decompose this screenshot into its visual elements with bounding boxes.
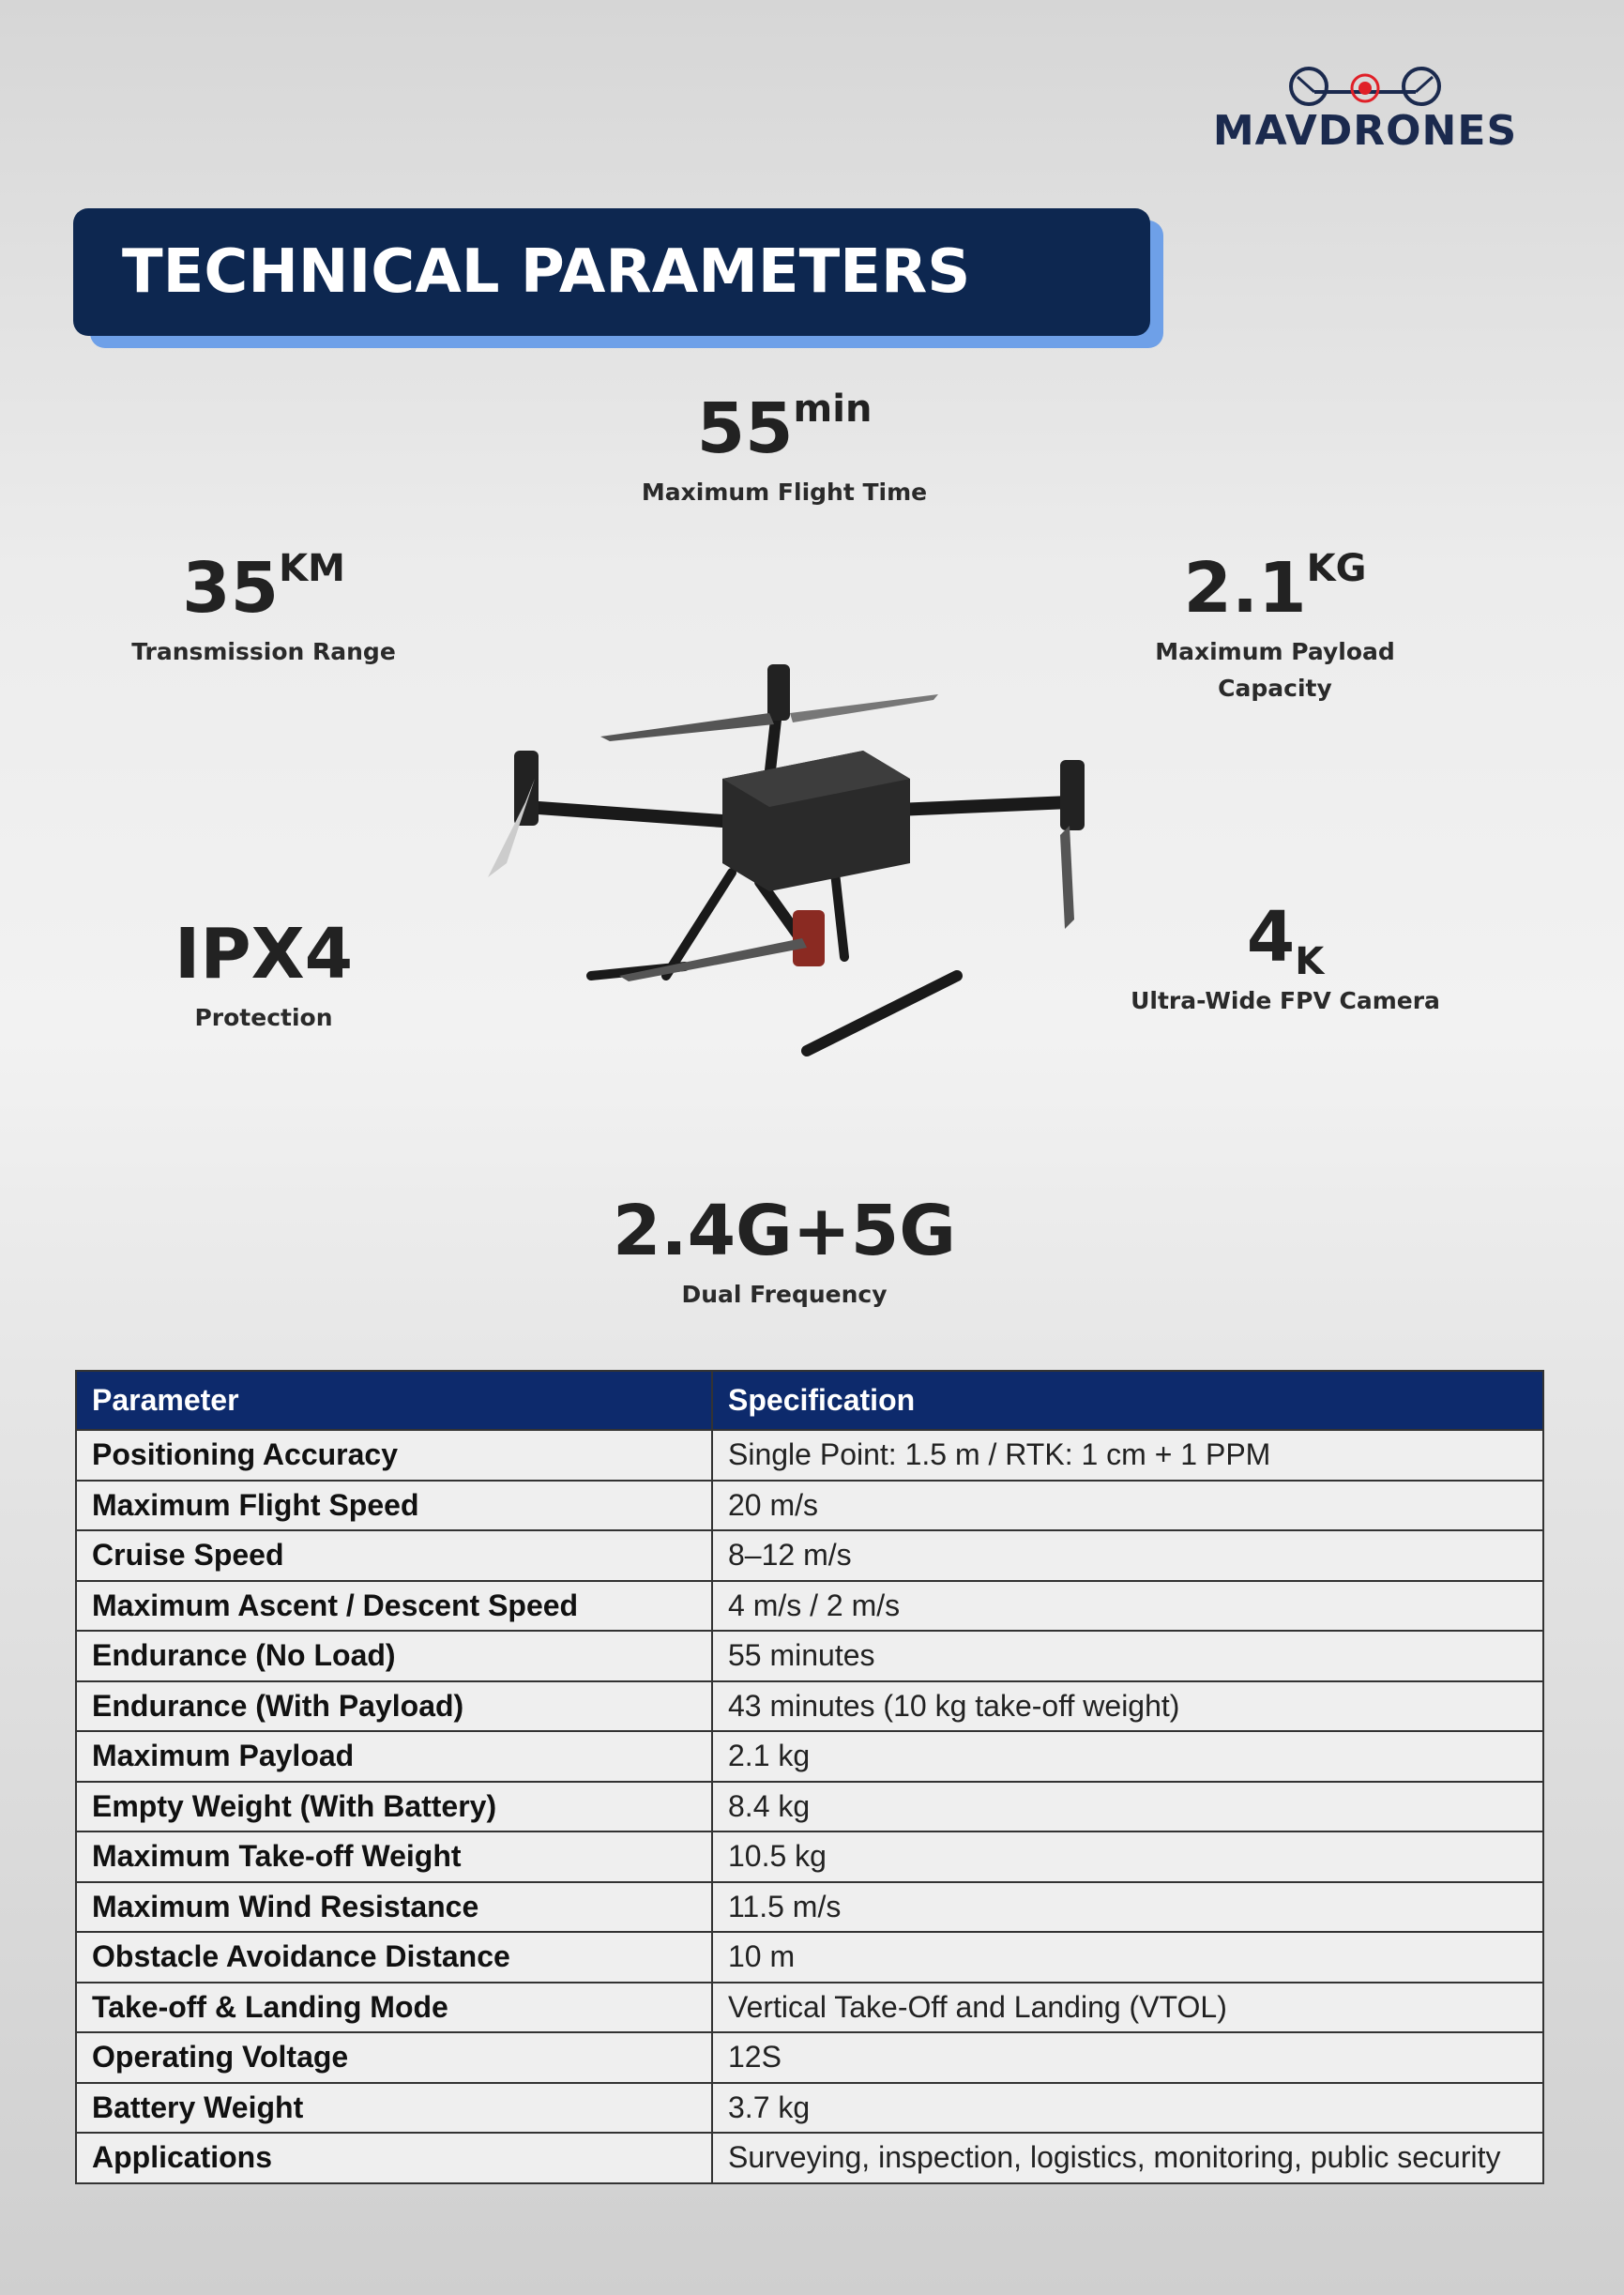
- spec-value: 11.5 m/s: [712, 1882, 1543, 1933]
- spec-value: Surveying, inspection, logistics, monitoring, public security: [712, 2133, 1543, 2183]
- param-name: Positioning Accuracy: [76, 1430, 712, 1481]
- column-header-specification: Specification: [712, 1371, 1543, 1430]
- table-row: [76, 2133, 1543, 2183]
- stat-label: Capacity: [1218, 674, 1332, 702]
- param-name: Applications: [76, 2133, 712, 2183]
- stat-label: Maximum Payload: [1155, 638, 1395, 665]
- stat-unit: KM: [279, 547, 345, 590]
- spec-value: 10 m: [712, 1932, 1543, 1983]
- param-name: Endurance (No Load): [76, 1631, 712, 1681]
- param-name: Maximum Wind Resistance: [76, 1882, 712, 1933]
- stat-value: 2.1: [1183, 548, 1307, 629]
- param-name: Maximum Ascent / Descent Speed: [76, 1581, 712, 1632]
- stat-label: Maximum Flight Time: [641, 479, 928, 506]
- table-row: [76, 1932, 1543, 1983]
- table-header-row: [76, 1371, 1543, 1430]
- param-name: Cruise Speed: [76, 1530, 712, 1581]
- stat-value: IPX4: [174, 914, 354, 995]
- brand-logo: [1206, 64, 1525, 158]
- spec-table: [75, 1370, 1544, 2184]
- stat-value: 35: [182, 548, 280, 629]
- stat-unit: min: [793, 388, 873, 431]
- table-row: [76, 2032, 1543, 2083]
- stat-label: Protection: [194, 1004, 333, 1031]
- table-row: [76, 1831, 1543, 1882]
- table-row: [76, 1430, 1543, 1481]
- drone-image: [450, 638, 1126, 1070]
- column-header-parameter: Parameter: [76, 1371, 712, 1430]
- table-row: [76, 1631, 1543, 1681]
- spec-value: 20 m/s: [712, 1481, 1543, 1531]
- param-name: Maximum Take-off Weight: [76, 1831, 712, 1882]
- spec-value: 43 minutes (10 kg take-off weight): [712, 1681, 1543, 1732]
- stat-label: Dual Frequency: [681, 1281, 888, 1308]
- table-row: [76, 1882, 1543, 1933]
- stat-value: 2.4G+5G: [612, 1191, 957, 1271]
- spec-value: 12S: [712, 2032, 1543, 2083]
- page-title: TECHNICAL PARAMETERS: [73, 208, 1150, 336]
- spec-value: Vertical Take-Off and Landing (VTOL): [712, 1983, 1543, 2033]
- table-row: [76, 1681, 1543, 1732]
- brand-name: MAVDRONES: [1212, 107, 1518, 155]
- drone-logo-icon: [1206, 64, 1525, 111]
- stat-frequency: [612, 1191, 957, 1314]
- param-name: Maximum Flight Speed: [76, 1481, 712, 1531]
- param-name: Operating Voltage: [76, 2032, 712, 2083]
- table-row: [76, 1782, 1543, 1832]
- spec-value: 55 minutes: [712, 1631, 1543, 1681]
- stat-value: 4: [1246, 897, 1296, 978]
- spec-value: 8–12 m/s: [712, 1530, 1543, 1581]
- stat-camera: [1131, 897, 1440, 1020]
- param-name: Obstacle Avoidance Distance: [76, 1932, 712, 1983]
- table-row: [76, 1731, 1543, 1782]
- stat-value: 55: [696, 388, 794, 469]
- table-row: [76, 1530, 1543, 1581]
- table-row: [76, 1481, 1543, 1531]
- param-name: Empty Weight (With Battery): [76, 1782, 712, 1832]
- param-name: Battery Weight: [76, 2083, 712, 2134]
- stat-unit: K: [1295, 940, 1325, 983]
- spec-value: 2.1 kg: [712, 1731, 1543, 1782]
- spec-value: 8.4 kg: [712, 1782, 1543, 1832]
- param-name: Endurance (With Payload): [76, 1681, 712, 1732]
- table-row: [76, 1581, 1543, 1632]
- stat-flight-time: [641, 388, 928, 511]
- spec-value: 3.7 kg: [712, 2083, 1543, 2134]
- spec-value: 10.5 kg: [712, 1831, 1543, 1882]
- stat-payload: [1155, 547, 1395, 707]
- param-name: Maximum Payload: [76, 1731, 712, 1782]
- stat-range: [131, 547, 396, 671]
- table-row: [76, 1983, 1543, 2033]
- param-name: Take-off & Landing Mode: [76, 1983, 712, 2033]
- stat-label: Ultra-Wide FPV Camera: [1131, 987, 1440, 1014]
- table-row: [76, 2083, 1543, 2134]
- spec-value: Single Point: 1.5 m / RTK: 1 cm + 1 PPM: [712, 1430, 1543, 1481]
- spec-value: 4 m/s / 2 m/s: [712, 1581, 1543, 1632]
- stat-label: Transmission Range: [131, 638, 396, 665]
- stat-unit: KG: [1306, 547, 1367, 590]
- stat-protection: [174, 914, 354, 1037]
